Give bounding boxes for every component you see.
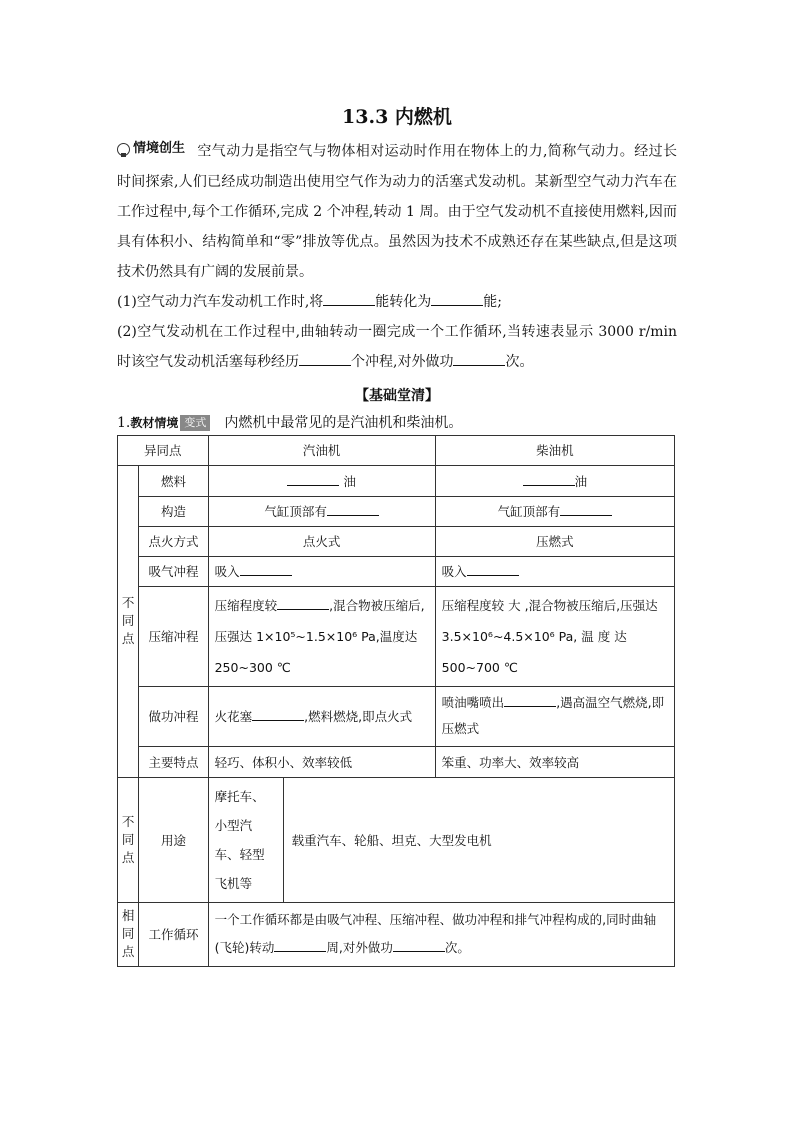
table-row <box>118 777 675 902</box>
question-keyword: 教材情境 <box>130 415 179 430</box>
section-title: 【基础堂清】 <box>355 387 439 404</box>
table-cell: 轻巧、体积小、效率较低 <box>208 746 435 777</box>
table-row <box>118 902 675 966</box>
table-cell <box>435 686 674 746</box>
table-cell: 压燃式 <box>435 526 674 556</box>
table-cell <box>208 686 435 746</box>
answer-blank[interactable] <box>274 939 326 952</box>
header-cell-diesel: 柴油机 <box>435 435 674 465</box>
intro-tag <box>117 134 185 164</box>
row-label: 吸气冲程 <box>139 556 208 586</box>
table-cell <box>435 496 674 526</box>
question-text: 内燃机中最常见的是汽油机和柴油机。 <box>224 414 463 431</box>
intro-text: 空气动力是指空气与物体相对运动时作用在物体上的力,简称气动力。经过长时间探索,人们已经成功制造出使用空气作为动力的活塞式发动机。某新型空气动力汽车在工作过程中,每个工作循环,完成 2 个冲程,转动 1 周。由于空气发动机不直接使用燃料,因而具有体积小、结构简单和“零”排放等优点。虽然因为技术不成熟还存在某些缺点,但是这项技术仍然具有广阔的发展前景。 <box>117 143 677 280</box>
table-row <box>118 556 675 586</box>
row-label: 构造 <box>139 496 208 526</box>
q1-text-c: 能; <box>483 293 502 310</box>
table-cell <box>208 777 674 902</box>
engine-comparison-table <box>117 435 675 967</box>
cell-text: 次。 <box>444 940 470 955</box>
table-row <box>118 746 675 777</box>
table-cell <box>208 556 435 586</box>
header-cell-compare: 异同点 <box>118 435 209 465</box>
table-cell <box>435 556 674 586</box>
page-title: 13.3 内燃机 <box>342 106 452 128</box>
question-2-line <box>117 317 677 377</box>
intro-tag-label: 情境创生 <box>133 141 186 156</box>
worksheet-page <box>117 100 677 967</box>
table-row <box>118 496 675 526</box>
intro-paragraph <box>117 134 677 287</box>
cell-text: 火花塞 <box>214 709 253 724</box>
q2-text-b: 个冲程,对外做功 <box>351 353 454 370</box>
q1-text-b: 能转化为 <box>375 293 432 310</box>
answer-blank[interactable] <box>393 939 445 952</box>
answer-blank[interactable] <box>240 563 292 576</box>
question-1 <box>117 411 677 435</box>
answer-blank[interactable] <box>323 293 375 306</box>
answer-blank[interactable] <box>453 353 505 366</box>
cell-text: 吸入 <box>441 564 467 579</box>
table-cell <box>208 465 435 496</box>
cell-text: 油 <box>343 473 356 489</box>
question-number: 1. <box>117 414 131 431</box>
row-label: 点火方式 <box>139 526 208 556</box>
row-label: 主要特点 <box>139 746 208 777</box>
row-label: 工作循环 <box>139 902 208 966</box>
cell-text: 油 <box>574 473 588 489</box>
table-cell <box>435 465 674 496</box>
table-cell <box>208 586 435 686</box>
table-cell <box>208 902 674 966</box>
cell-text: 喷油嘴喷出 <box>441 695 505 710</box>
table-cell: 笨重、功率大、效率较高 <box>435 746 674 777</box>
cell-text: ,混合物被压缩后,压强达 1×10⁵~1.5×10⁶ Pa,温度达 250~300 ℃ <box>214 597 425 675</box>
answer-blank[interactable] <box>252 708 304 721</box>
table-row <box>118 686 675 746</box>
cell-text: 压缩程度较 <box>214 597 278 613</box>
variant-badge: 变式 <box>180 415 210 431</box>
answer-blank[interactable] <box>277 597 329 610</box>
group-label-similarities: 相同点 <box>118 902 139 966</box>
table-cell: 点火式 <box>208 526 435 556</box>
table-header-row <box>118 435 675 465</box>
table-row <box>118 586 675 686</box>
lightbulb-icon <box>117 143 130 156</box>
table-cell: 压缩程度较 大 ,混合物被压缩后,压强达 3.5×10⁶~4.5×10⁶ Pa, 温 度 达 500~700 ℃ <box>435 586 674 686</box>
answer-blank[interactable] <box>504 694 556 707</box>
table-row <box>118 526 675 556</box>
answer-blank[interactable] <box>327 503 379 516</box>
cell-text: 周,对外做功 <box>326 940 393 955</box>
q2-text-a: (2)空气发动机在工作过程中,曲轴转动一圈完成一个工作循环,当转速表显示 3000 r/min 时该空气发动机活塞每秒经历 <box>117 323 677 370</box>
usage-diesel: 载重汽车、轮船、坦克、大型发电机 <box>291 832 492 848</box>
question-1-line <box>117 287 677 317</box>
row-label: 做功冲程 <box>139 686 208 746</box>
table-row <box>118 465 675 496</box>
cell-text: 气缸顶部有 <box>264 504 327 519</box>
answer-blank[interactable] <box>431 293 483 306</box>
q1-text-a: (1)空气动力汽车发动机工作时,将 <box>117 293 324 310</box>
q2-text-c: 次。 <box>505 353 534 370</box>
answer-blank[interactable] <box>287 473 339 486</box>
answer-blank[interactable] <box>467 563 519 576</box>
group-label-differences: 不同点 <box>118 465 139 777</box>
row-label: 压缩冲程 <box>139 586 208 686</box>
header-cell-gasoline: 汽油机 <box>208 435 435 465</box>
cell-text: ,遇高温空气燃烧,即压燃式 <box>441 695 665 736</box>
row-label: 燃料 <box>139 465 208 496</box>
group-label-differences: 不同点 <box>118 777 139 902</box>
usage-gasoline: 摩托车、小型汽车、轻型飞机等 <box>209 778 284 902</box>
cell-text: 一个工作循环都是由吸气冲程、压缩冲程、做功冲程和排气冲程构成的,同时曲轴(飞轮)转动 <box>214 912 657 955</box>
cell-text: ,燃料燃烧,即点火式 <box>304 709 413 724</box>
cell-text: 吸入 <box>214 564 240 579</box>
answer-blank[interactable] <box>299 353 351 366</box>
cell-text: 气缸顶部有 <box>497 504 561 519</box>
row-label: 用途 <box>139 777 208 902</box>
answer-blank[interactable] <box>523 473 575 486</box>
answer-blank[interactable] <box>560 503 612 516</box>
table-cell <box>208 496 435 526</box>
